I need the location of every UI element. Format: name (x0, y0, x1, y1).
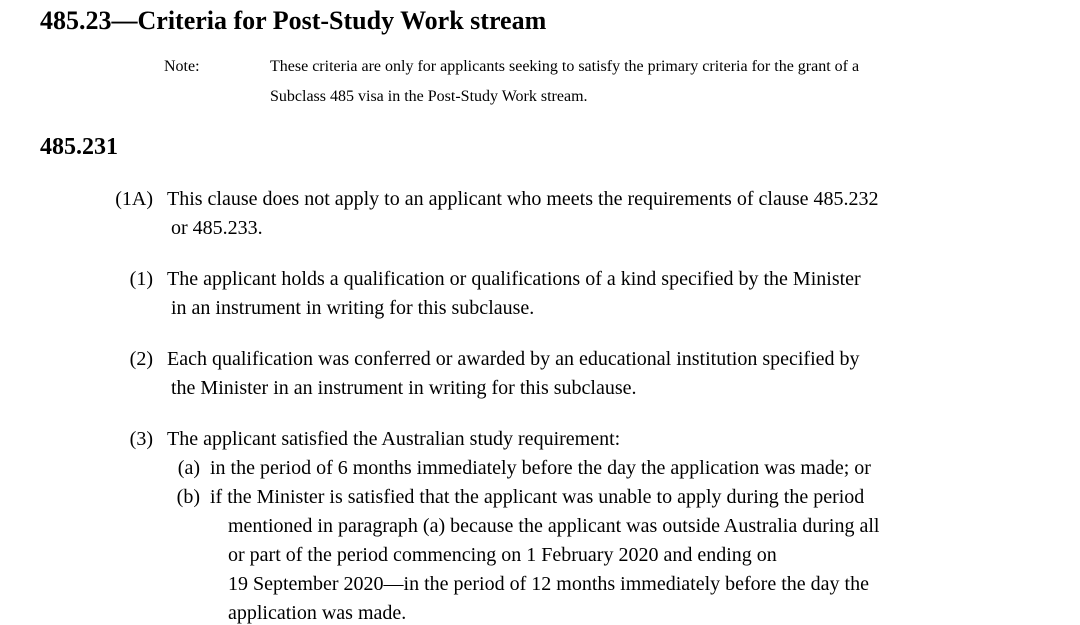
subclause-number: (3) (129, 428, 153, 450)
subclause-2 (0, 345, 1080, 403)
subclause-row (0, 265, 1080, 323)
paragraph-text (210, 483, 879, 625)
clause-number-heading: 485.231 (40, 134, 118, 160)
note-label: Note: (164, 58, 200, 75)
subclause-number: (1) (129, 268, 153, 290)
paragraph-b (0, 483, 1080, 625)
paragraph-number: (a) (177, 457, 200, 479)
text-line: 19 September 2020—in the period of 12 months immediately before the day the (228, 573, 869, 595)
text-line: application was made. (228, 602, 407, 624)
subclause-text (167, 345, 860, 403)
text-line: mentioned in paragraph (a) because the applicant was outside Australia during all (228, 515, 880, 537)
subclause-number: (2) (129, 348, 153, 370)
note-text (270, 52, 859, 112)
text-line: or part of the period commencing on 1 February 2020 and ending on (228, 544, 777, 566)
subclause-row (0, 185, 1080, 243)
paragraph-number: (b) (176, 486, 200, 508)
subclause-text (167, 265, 861, 323)
subclause-row (0, 345, 1080, 403)
subclause-row (0, 425, 1080, 454)
text-line: in an instrument in writing for this subclause. (171, 297, 535, 319)
note-line: Subclass 485 visa in the Post-Study Work stream. (270, 88, 588, 105)
subclause-1A (0, 185, 1080, 243)
text-line: in the period of 6 months immediately before the day the application was made; or (210, 457, 871, 479)
text-line: or 485.233. (171, 217, 263, 239)
text-line: the Minister in an instrument in writing for this subclause. (171, 377, 637, 399)
text-line: if the Minister is satisfied that the applicant was unable to apply during the period (210, 486, 865, 508)
page-title: 485.23—Criteria for Post-Study Work stream (40, 6, 547, 35)
subclause-text (167, 185, 878, 243)
text-line: This clause does not apply to an applicant who meets the requirements of clause 485.232 (167, 188, 879, 210)
subclause-1 (0, 265, 1080, 323)
text-line: Each qualification was conferred or awarded by an educational institution specified by (167, 348, 860, 370)
text-line: The applicant satisfied the Australian study requirement: (167, 428, 621, 450)
subclause-3 (0, 425, 1080, 625)
note-block (164, 52, 1080, 112)
paragraph-a (0, 454, 1080, 483)
note-line: These criteria are only for applicants seeking to satisfy the primary criteria for the grant of a (270, 58, 860, 75)
text-line: The applicant holds a qualification or qualifications of a kind specified by the Minister (167, 268, 861, 290)
subclause-text (167, 425, 620, 454)
paragraph-text (210, 454, 871, 483)
subclause-number: (1A) (115, 188, 153, 210)
